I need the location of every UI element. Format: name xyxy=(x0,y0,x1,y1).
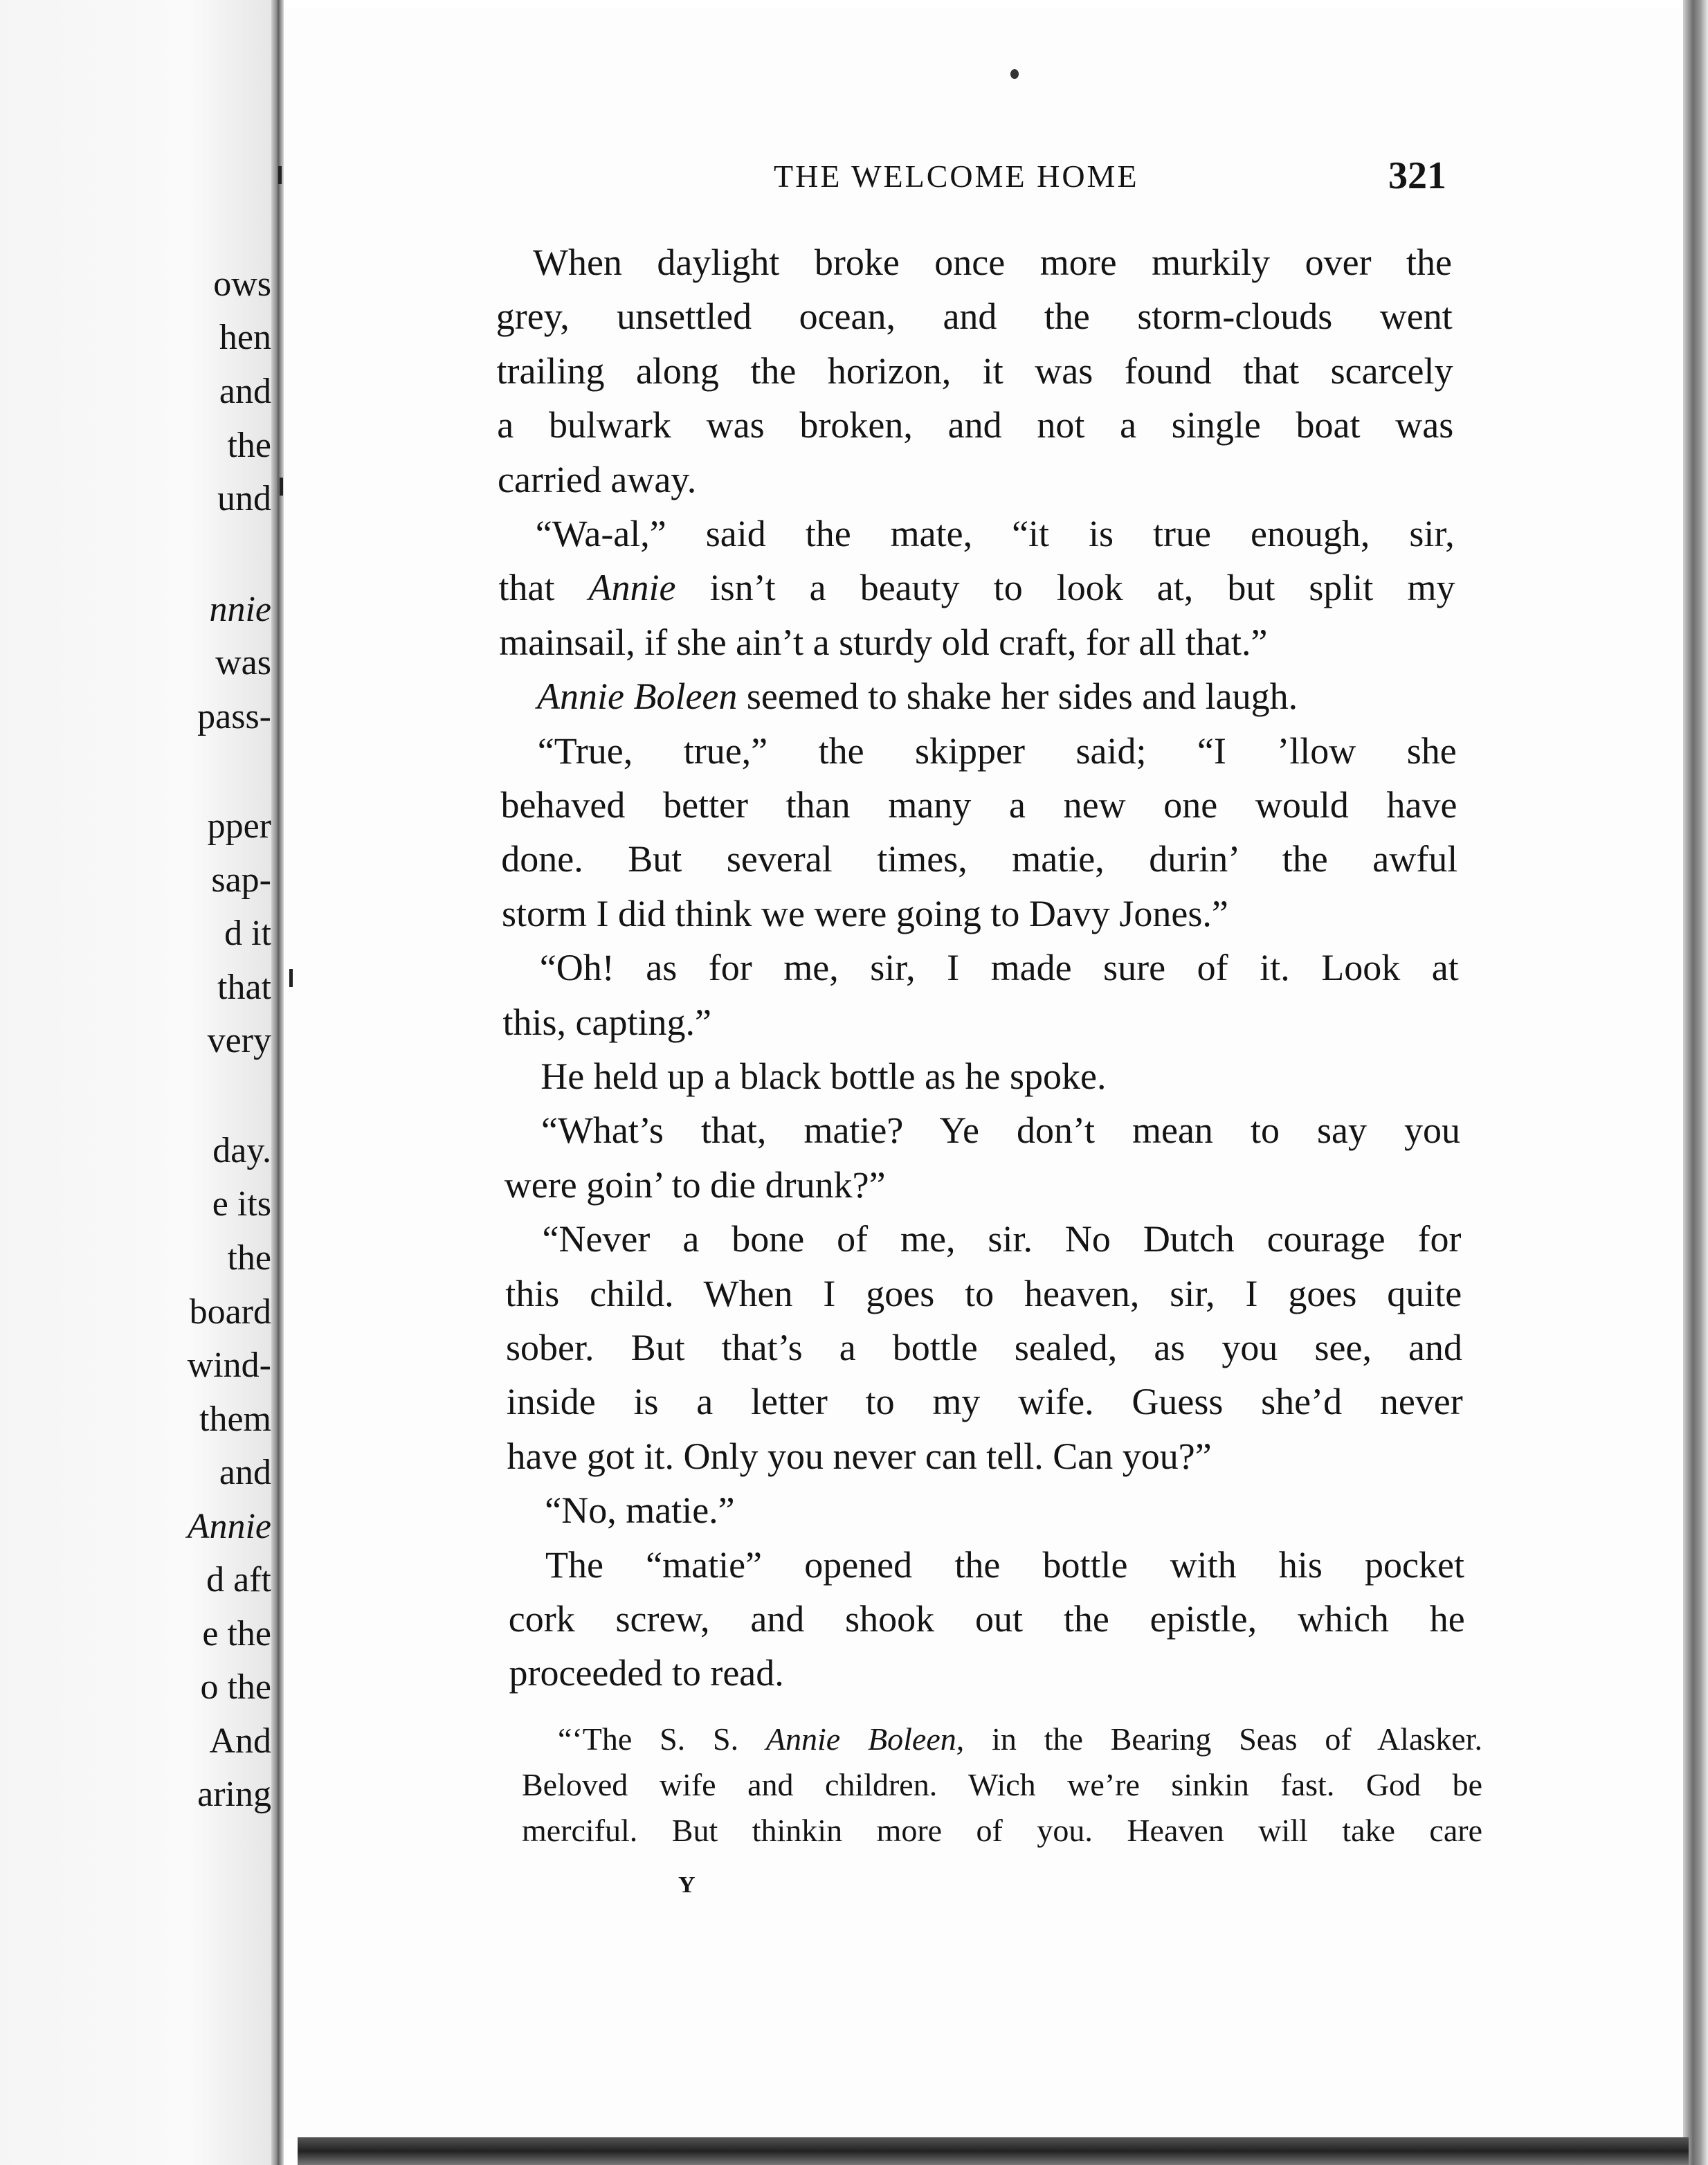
text-line xyxy=(543,1220,1462,1258)
text-line xyxy=(502,892,1228,934)
binding-mark xyxy=(280,478,283,496)
text-line xyxy=(536,515,1455,552)
italic-text: Annie Boleen xyxy=(537,676,738,718)
left-page-fragment: them xyxy=(199,1399,271,1439)
text-line xyxy=(540,1058,1106,1095)
left-page-fragment: ows xyxy=(213,264,271,304)
italic-text: Annie xyxy=(588,567,676,609)
left-page-fragment: and xyxy=(219,1453,271,1492)
text-segment: isn’t a beauty to look at, but split my xyxy=(675,567,1455,609)
text-line xyxy=(497,406,1453,444)
left-page-fragment: nnie xyxy=(209,590,271,629)
text-segment: “‘The S. S. xyxy=(558,1721,766,1757)
running-head: THE WELCOME HOME xyxy=(774,158,1139,194)
text-line xyxy=(509,1600,1465,1638)
text-line xyxy=(501,840,1457,878)
left-page-fragment: und xyxy=(217,479,271,518)
text-line xyxy=(501,786,1457,824)
left-page-fragment: and xyxy=(219,372,271,411)
left-page-fragment: board xyxy=(189,1292,271,1332)
text-line xyxy=(505,1272,1462,1314)
text-line xyxy=(498,567,1455,609)
text-segment: a bulwark was broken, and not a single boat was xyxy=(497,404,1454,446)
text-line xyxy=(507,1435,1212,1477)
left-page xyxy=(0,0,271,2165)
left-page-fragment: hen xyxy=(219,318,271,357)
left-page-fragment: day. xyxy=(212,1131,271,1170)
quote-line xyxy=(558,1723,1482,1755)
text-line xyxy=(545,1489,735,1532)
text-line xyxy=(506,1329,1462,1366)
text-segment: inside is a letter to my wife. Guess she’d never xyxy=(506,1381,1463,1423)
text-segment: proceeded to read. xyxy=(509,1652,784,1694)
text-segment: He held up a black bottle as he spoke. xyxy=(540,1056,1107,1097)
page-number: 321 xyxy=(1388,154,1446,197)
binding-mark xyxy=(289,969,293,987)
left-page-fragment: was xyxy=(215,643,271,682)
left-page-fragment: o the xyxy=(200,1667,271,1707)
text-segment: When daylight broke once more murkily over the xyxy=(533,242,1452,283)
text-segment: grey, unsettled ocean, and the storm-clouds went xyxy=(496,296,1453,338)
book-gutter xyxy=(271,0,284,2165)
ink-speck xyxy=(1010,69,1019,79)
text-segment: this, capting.” xyxy=(502,1001,711,1043)
left-page-fragment: wind- xyxy=(187,1346,271,1385)
text-line xyxy=(538,732,1457,770)
text-segment: carried away. xyxy=(498,458,697,500)
text-segment: “Oh! as for me, sir, I made sure of it. Look at xyxy=(539,947,1459,989)
quote-line xyxy=(522,1769,1482,1801)
text-segment: behaved better than many a new one would have xyxy=(500,784,1457,826)
text-line xyxy=(545,1543,1464,1586)
text-segment: Beloved wife and children. Wich we’re sinkin fast. God be xyxy=(522,1767,1482,1802)
left-page-fragment: pass- xyxy=(197,697,271,736)
text-segment: that xyxy=(498,567,589,609)
text-line xyxy=(502,1001,711,1043)
text-line xyxy=(506,1381,1463,1423)
quote-line xyxy=(522,1815,1482,1847)
italic-text: Annie Boleen, xyxy=(765,1721,965,1757)
text-segment: sober. But that’s a bottle sealed, as you see, and xyxy=(506,1327,1462,1368)
text-segment: were goin’ to die drunk?” xyxy=(504,1163,886,1206)
book-bottom-edge xyxy=(298,2137,1689,2165)
text-line xyxy=(537,676,1298,718)
text-segment: cork screw, and shook out the epistle, which he xyxy=(508,1598,1465,1640)
text-segment: in the Bearing Seas of Alasker. xyxy=(964,1721,1482,1757)
left-page-fragment: very xyxy=(207,1021,271,1060)
text-line xyxy=(498,458,697,500)
left-page-fragment: sap- xyxy=(211,860,271,900)
signature-mark: Y xyxy=(678,1872,696,1898)
left-page-fragment: And xyxy=(209,1721,271,1761)
left-page-fragment: the xyxy=(227,1238,271,1278)
text-segment: The “matie” opened the bottle with his pocket xyxy=(545,1543,1464,1586)
text-segment: mainsail, if she ain’t a sturdy old craft, for all that.” xyxy=(499,621,1268,663)
left-page-fragment: e its xyxy=(212,1184,271,1224)
text-line xyxy=(533,244,1452,281)
left-page-fragment: d it xyxy=(224,914,271,953)
text-line xyxy=(509,1654,784,1692)
left-page-fragment: aring xyxy=(197,1775,271,1814)
text-segment: have got it. Only you never can tell. Can you?” xyxy=(507,1435,1212,1477)
text-line xyxy=(499,621,1268,663)
text-segment: “Wa-al,” said the mate, “it is true enough, sir, xyxy=(535,513,1455,554)
text-line xyxy=(541,1109,1460,1152)
text-segment: merciful. But thinkin more of you. Heaven will take care xyxy=(522,1813,1482,1848)
left-page-fragment: d aft xyxy=(206,1560,271,1600)
text-line xyxy=(504,1163,886,1206)
text-segment: “True, true,” the skipper said; “I ’llow she xyxy=(537,730,1457,772)
text-segment: “What’s that, matie? Ye don’t mean to say you xyxy=(541,1109,1460,1152)
text-line xyxy=(496,296,1453,338)
text-segment: done. But several times, matie, durin’ the awful xyxy=(501,838,1458,880)
text-segment: trailing along the horizon, it was found that scarcely xyxy=(496,350,1453,392)
page-edge xyxy=(1683,0,1708,2165)
left-page-fragment: Annie xyxy=(187,1507,271,1546)
text-segment: seemed to shake her sides and laugh. xyxy=(737,676,1298,718)
left-page-fragment: pper xyxy=(207,806,271,846)
text-line xyxy=(539,947,1459,989)
left-page-fragment: that xyxy=(217,968,271,1007)
left-page-fragment: the xyxy=(227,426,271,465)
text-segment: this child. When I goes to heaven, sir, I goes quite xyxy=(505,1272,1462,1314)
text-segment: “Never a bone of me, sir. No Dutch courage for xyxy=(542,1218,1462,1260)
left-page-fragment: e the xyxy=(202,1614,271,1654)
text-segment: “No, matie.” xyxy=(545,1489,735,1532)
binding-mark xyxy=(278,166,282,184)
text-line xyxy=(497,352,1453,390)
text-segment: storm I did think we were going to Davy Jones.” xyxy=(502,892,1228,934)
